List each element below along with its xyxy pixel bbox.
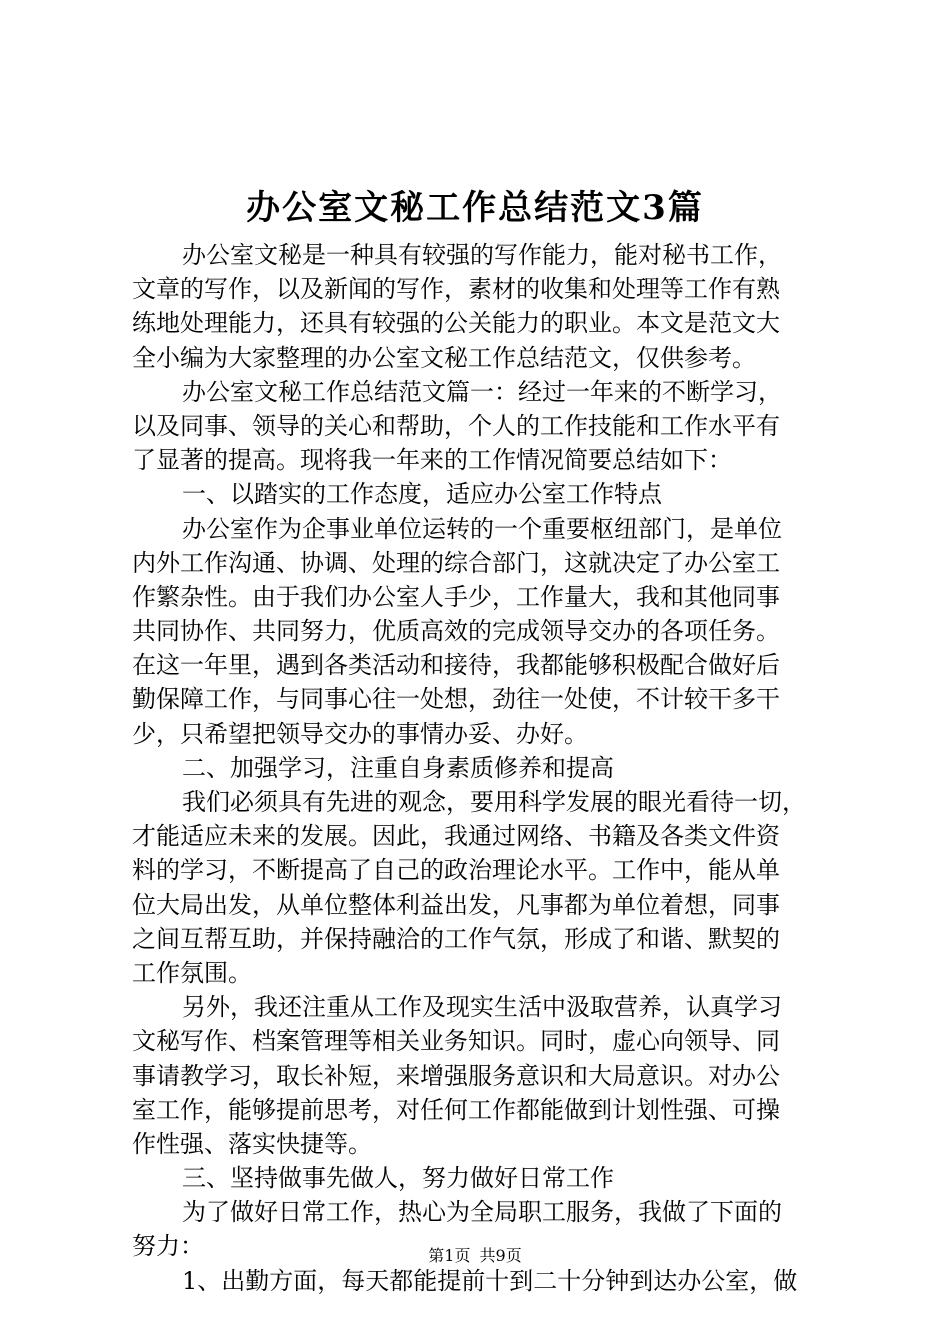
body-line: 办公室文秘是一种具有较强的写作能力，能对秘书工作， xyxy=(182,241,782,269)
body-line: 为了做好日常工作，热心为全局职工服务，我做了下面的 xyxy=(182,1198,782,1227)
body-line: 练地处理能力，还具有较强的公关能力的职业。本文是范文大 xyxy=(132,309,780,338)
section-heading: 一、以踏实的工作态度，适应办公室工作特点 xyxy=(182,480,662,509)
body-line: 事请教学习，取长补短，来增强服务意识和大局意识。对办公 xyxy=(132,1061,780,1090)
body-line: 全小编为大家整理的办公室文秘工作总结范文，仅供参考。 xyxy=(132,343,756,372)
body-line: 文章的写作，以及新闻的写作，素材的收集和处理等工作有熟 xyxy=(132,275,780,304)
body-line: 才能适应未来的发展。因此，我通过网络、书籍及各类文件资 xyxy=(132,822,780,851)
body-line: 办公室文秘工作总结范文篇一：经过一年来的不断学习， xyxy=(182,377,782,406)
body-line: 工作氛围。 xyxy=(132,958,252,987)
document-body xyxy=(132,238,836,1298)
body-line: 我们必须具有先进的观念，要用科学发展的眼光看待一切， xyxy=(182,788,806,816)
body-line: 办公室作为企事业单位运转的一个重要枢纽部门，是单位 xyxy=(182,514,782,543)
page-total: 共9页 xyxy=(479,1246,522,1265)
section-heading: 二、加强学习，注重自身素质修养和提高 xyxy=(182,753,614,782)
body-line: 内外工作沟通、协调、处理的综合部门，这就决定了办公室工 xyxy=(132,548,780,577)
body-line: 料的学习，不断提高了自己的政治理论水平。工作中，能从单 xyxy=(132,856,780,885)
body-line: 室工作，能够提前思考，对任何工作都能做到计划性强、可操 xyxy=(132,1095,780,1124)
body-line: 少，只希望把领导交办的事情办妥、办好。 xyxy=(132,719,588,748)
document-title: 办公室文秘工作总结范文3篇 xyxy=(246,188,704,228)
body-line: 1、出勤方面，每天都能提前十到二十分钟到达办公室，做 xyxy=(182,1266,798,1295)
body-line: 作性强、落实快捷等。 xyxy=(132,1129,372,1158)
section-heading: 三、坚持做事先做人，努力做好日常工作 xyxy=(182,1164,614,1193)
body-line: 作繁杂性。由于我们办公室人手少，工作量大，我和其他同事 xyxy=(132,582,780,611)
body-line: 努力： xyxy=(132,1232,204,1261)
body-line: 文秘写作、档案管理等相关业务知识。同时，虚心向领导、同 xyxy=(132,1027,780,1056)
body-line: 在这一年里，遇到各类活动和接待，我都能够积极配合做好后 xyxy=(132,651,780,680)
page-footer xyxy=(0,1245,950,1267)
body-line: 另外，我还注重从工作及现实生活中汲取营养，认真学习 xyxy=(182,993,782,1022)
body-line: 位大局出发，从单位整体利益出发，凡事都为单位着想，同事 xyxy=(132,890,780,919)
page-number: 第1页 xyxy=(428,1246,471,1265)
body-line: 以及同事、领导的关心和帮助，个人的工作技能和工作水平有 xyxy=(132,411,780,440)
body-line: 勤保障工作，与同事心往一处想，劲往一处使，不计较干多干 xyxy=(132,685,780,714)
body-line: 之间互帮互助，并保持融洽的工作气氛，形成了和谐、默契的 xyxy=(132,924,780,953)
body-line: 了显著的提高。现将我一年来的工作情况简要总结如下： xyxy=(132,446,732,475)
body-line: 共同协作、共同努力，优质高效的完成领导交办的各项任务。 xyxy=(132,617,780,646)
